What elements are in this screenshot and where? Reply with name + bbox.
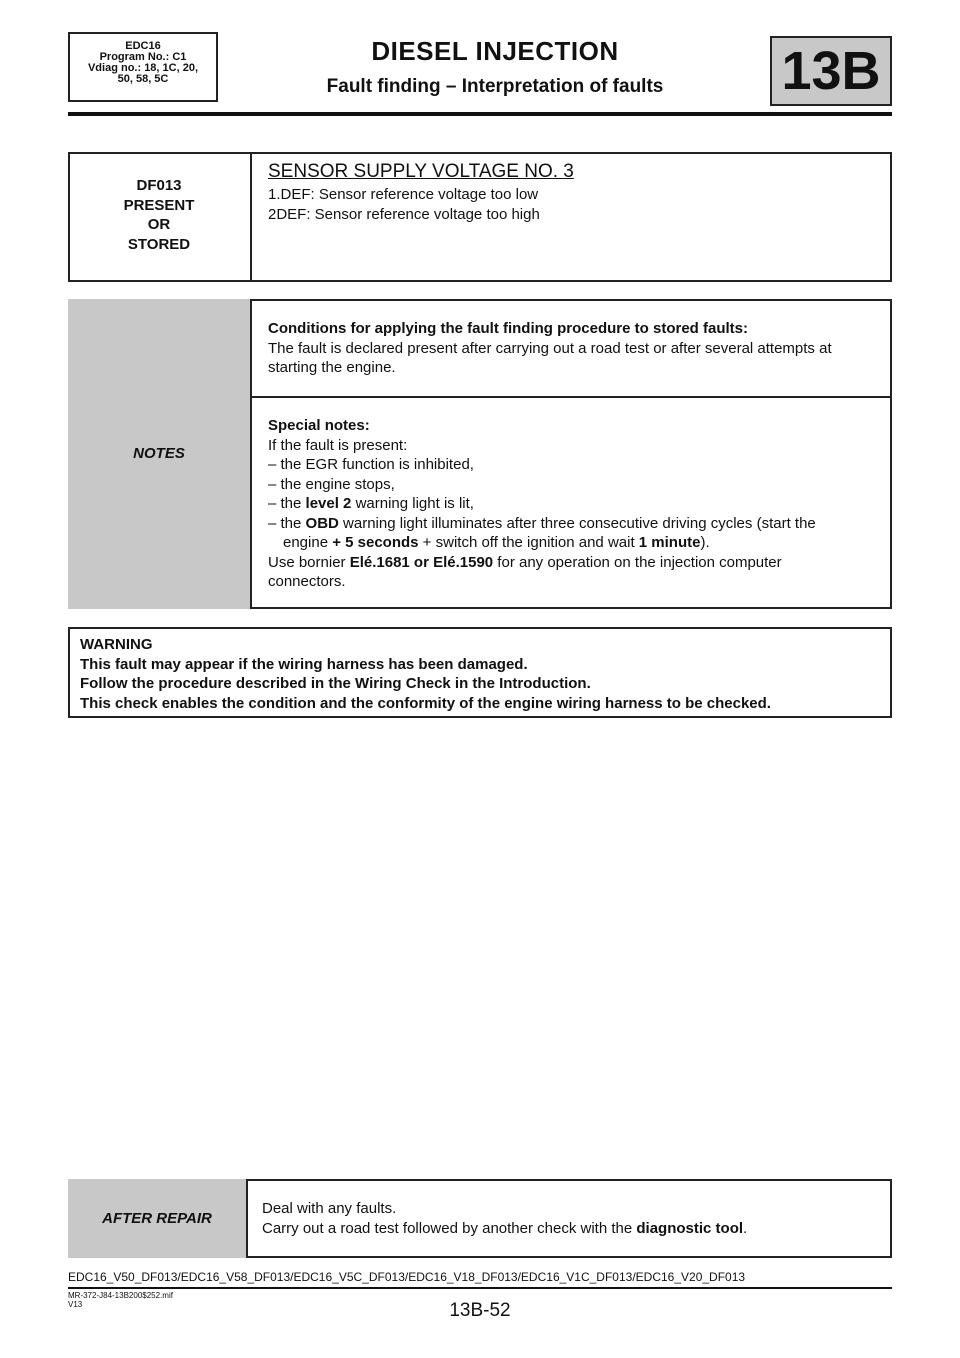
notes-label: NOTES	[68, 299, 252, 609]
list-item: – the EGR function is inhibited,	[268, 456, 474, 473]
bold-run: level 2	[305, 495, 352, 512]
list-item: – the engine stops,	[268, 475, 395, 493]
bold-run: OBD	[305, 514, 339, 532]
fault-code: DF013	[136, 177, 182, 194]
after-repair-text	[262, 1199, 882, 1239]
fault-status-cell	[68, 152, 252, 282]
text-run: – the	[268, 495, 306, 512]
file-version: V13	[68, 1300, 83, 1309]
text-run: .	[743, 1220, 748, 1237]
bold-run: Elé.1681 or Elé.1590	[349, 553, 494, 571]
info-line: Program No.: C1	[99, 51, 187, 63]
bold-run: 1 minute	[638, 534, 701, 551]
list-item	[268, 494, 878, 514]
fault-status-line: OR	[147, 216, 171, 233]
list-item	[268, 514, 878, 534]
text-run: Carry out a road test followed by another check with the	[262, 1220, 637, 1237]
fault-status-line: STORED	[127, 235, 191, 253]
conditions-text: The fault is declared present after carrying out a road test or after several attempts at starting the engine.	[268, 339, 832, 376]
info-line: EDC16	[125, 40, 161, 52]
after-repair-label: AFTER REPAIR	[68, 1179, 248, 1258]
conditions-heading: Conditions for applying the fault finding procedure to stored faults:	[268, 320, 748, 337]
bornier-note-continuation: connectors.	[268, 573, 346, 590]
bornier-note	[268, 553, 878, 573]
text-run: + switch off the ignition and wait	[418, 534, 639, 551]
text-run: warning light illuminates after three consecutive driving cycles (start the	[338, 514, 816, 532]
text-run: for any operation on the injection computer	[493, 553, 782, 571]
section-code-badge: 13B	[770, 36, 892, 106]
footer-divider	[68, 1287, 892, 1289]
notes-row-divider	[252, 396, 892, 398]
after-repair-line	[262, 1219, 882, 1239]
text-run: warning light is lit,	[351, 495, 474, 512]
text-run: Use bornier	[268, 553, 350, 571]
warning-line: This check enables the condition and the conformity of the engine wiring harness to be checked.	[80, 694, 771, 712]
page-number: 13B-52	[449, 1300, 511, 1321]
bold-run: diagnostic tool	[636, 1220, 744, 1237]
list-item-continuation	[268, 533, 878, 553]
fault-def: 1.DEF: Sensor reference voltage too low	[268, 186, 539, 203]
fault-def: 2DEF: Sensor reference voltage too high	[268, 206, 540, 223]
after-repair-line: Deal with any faults.	[262, 1200, 397, 1217]
text-run: – the	[268, 514, 306, 532]
page-title: DIESEL INJECTION	[371, 36, 619, 66]
header-divider	[68, 112, 892, 116]
conditions-section	[268, 319, 878, 378]
file-info	[68, 1291, 173, 1309]
info-line: 50, 58, 5C	[117, 73, 169, 85]
fault-status-line: PRESENT	[123, 196, 195, 214]
file-name: MR-372-J84-13B200$252.mif	[68, 1291, 173, 1300]
warning-heading: WARNING	[80, 636, 153, 653]
warning-line: This fault may appear if the wiring harness has been damaged.	[80, 655, 528, 673]
vehicle-info-box	[68, 32, 218, 102]
text-run: engine	[283, 534, 333, 551]
warning-line: Follow the procedure described in the Wiring Check in the Introduction.	[80, 675, 591, 692]
special-notes-heading: Special notes:	[268, 417, 370, 434]
document-references: EDC16_V50_DF013/EDC16_V58_DF013/EDC16_V5C_DF013/EDC16_V18_DF013/EDC16_V1C_DF013/EDC16_V20_DF013	[68, 1270, 746, 1284]
info-line: Vdiag no.: 18, 1C, 20,	[87, 62, 199, 74]
text-run: ).	[700, 534, 710, 551]
page-subtitle: Fault finding – Interpretation of faults	[326, 76, 664, 97]
bold-run: + 5 seconds	[332, 534, 419, 551]
warning-box	[68, 627, 892, 718]
special-intro: If the fault is present:	[268, 436, 408, 454]
fault-title: SENSOR SUPPLY VOLTAGE NO. 3	[268, 161, 574, 182]
special-notes-section	[268, 416, 878, 592]
